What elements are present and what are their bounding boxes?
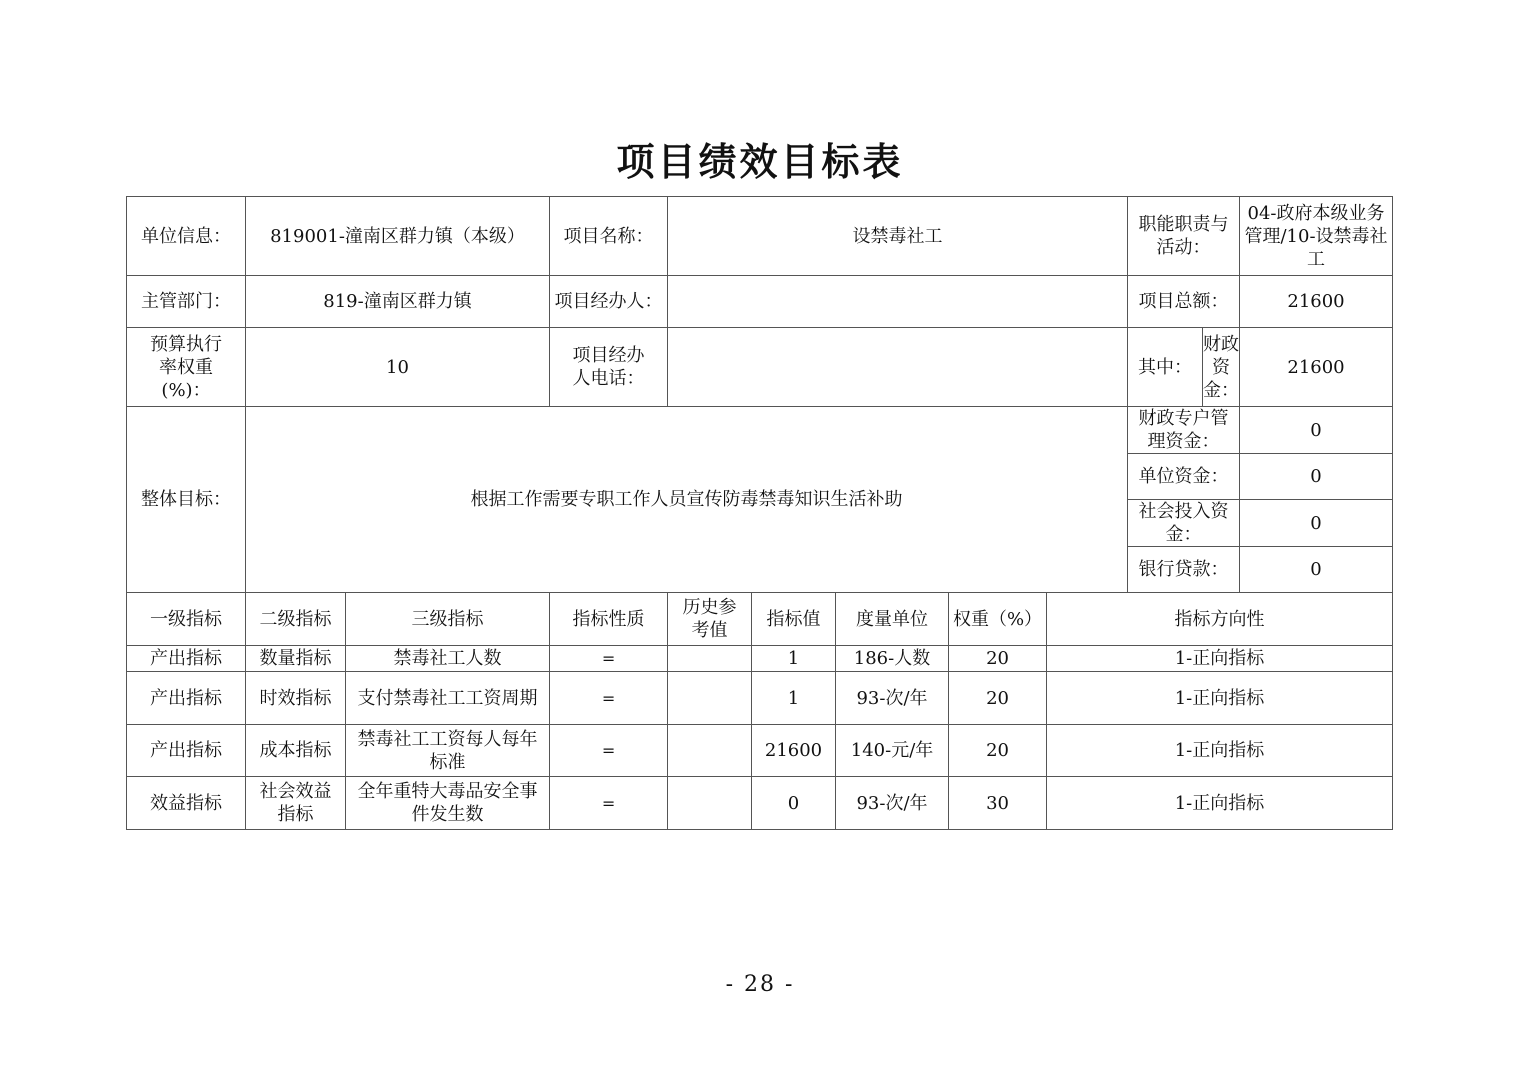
direction-cell: 1-正向指标 — [1047, 725, 1393, 777]
indicator-row — [127, 725, 1393, 777]
fund-value: 0 — [1240, 454, 1393, 500]
dept-value: 819-潼南区群力镇 — [246, 276, 550, 328]
dept-label: 主管部门： — [127, 276, 246, 328]
value-cell: 0 — [752, 777, 836, 830]
fund-value: 0 — [1240, 407, 1393, 454]
indicator-header-row — [127, 593, 1393, 646]
unit-cell: 93-次/年 — [836, 672, 949, 725]
indicator-header: 历史参考值 — [668, 593, 752, 646]
function-value: 04-政府本级业务管理/10-设禁毒社工 — [1240, 197, 1393, 276]
level3-cell: 禁毒社工工资每人每年标准 — [346, 725, 550, 777]
dept-row — [127, 276, 1393, 328]
manager-phone-label: 项目经办人电话： — [550, 328, 668, 407]
level2-cell: 成本指标 — [246, 725, 346, 777]
indicator-header: 二级指标 — [246, 593, 346, 646]
fund-label: 财政专户管理资金： — [1128, 407, 1240, 454]
history-cell — [668, 646, 752, 672]
unit-label: 单位信息： — [127, 197, 246, 276]
unit-value: 819001-潼南区群力镇（本级） — [246, 197, 550, 276]
weight-cell: 20 — [949, 725, 1047, 777]
fiscal-fund-label: 财政资金： — [1203, 333, 1240, 401]
fiscal-fund-cell — [1128, 328, 1240, 407]
value-cell: 21600 — [752, 725, 836, 777]
indicator-header: 指标性质 — [550, 593, 668, 646]
nature-cell: = — [550, 646, 668, 672]
history-cell — [668, 725, 752, 777]
unit-cell: 93-次/年 — [836, 777, 949, 830]
value-cell: 1 — [752, 646, 836, 672]
fund-row — [127, 407, 1393, 454]
nature-cell: = — [550, 777, 668, 830]
indicator-header: 权重（%） — [949, 593, 1047, 646]
indicator-row — [127, 672, 1393, 725]
weight-cell: 20 — [949, 672, 1047, 725]
level3-cell: 支付禁毒社工工资周期 — [346, 672, 550, 725]
history-cell — [668, 777, 752, 830]
indicator-header: 指标值 — [752, 593, 836, 646]
function-label: 职能职责与活动： — [1128, 197, 1240, 276]
performance-table — [126, 196, 1393, 830]
fiscal-fund-value: 21600 — [1240, 328, 1393, 407]
fund-label: 单位资金： — [1128, 454, 1240, 500]
level2-cell: 数量指标 — [246, 646, 346, 672]
direction-cell: 1-正向指标 — [1047, 777, 1393, 830]
exec-rate-value: 10 — [246, 328, 550, 407]
project-name-label: 项目名称： — [550, 197, 668, 276]
level1-cell: 效益指标 — [127, 777, 246, 830]
level1-cell: 产出指标 — [127, 672, 246, 725]
weight-cell: 30 — [949, 777, 1047, 830]
unit-cell: 140-元/年 — [836, 725, 949, 777]
indicator-header: 一级指标 — [127, 593, 246, 646]
exec-rate-label: 预算执行率权重(%)： — [127, 328, 246, 407]
fund-label: 银行贷款： — [1128, 547, 1240, 593]
fund-value: 0 — [1240, 500, 1393, 547]
manager-label: 项目经办人： — [550, 276, 668, 328]
history-cell — [668, 672, 752, 725]
indicator-row — [127, 777, 1393, 830]
level1-cell: 产出指标 — [127, 646, 246, 672]
page-number: - 28 - — [725, 972, 795, 997]
level3-cell: 全年重特大毒品安全事件发生数 — [346, 777, 550, 830]
overall-goal-value: 根据工作需要专职工作人员宣传防毒禁毒知识生活补助 — [246, 407, 1128, 593]
level1-cell: 产出指标 — [127, 725, 246, 777]
project-name-value: 设禁毒社工 — [668, 197, 1128, 276]
unit-cell: 186-人数 — [836, 646, 949, 672]
value-cell: 1 — [752, 672, 836, 725]
level3-cell: 禁毒社工人数 — [346, 646, 550, 672]
level2-cell: 社会效益指标 — [246, 777, 346, 830]
nature-cell: = — [550, 725, 668, 777]
direction-cell: 1-正向指标 — [1047, 646, 1393, 672]
indicator-header: 指标方向性 — [1047, 593, 1393, 646]
fund-value: 0 — [1240, 547, 1393, 593]
indicator-header: 度量单位 — [836, 593, 949, 646]
page-title: 项目绩效目标表 — [616, 139, 904, 184]
of-which-label: 其中： — [1128, 328, 1203, 406]
unit-row — [127, 197, 1393, 276]
manager-phone-value — [668, 328, 1128, 407]
direction-cell: 1-正向指标 — [1047, 672, 1393, 725]
overall-goal-label: 整体目标： — [127, 407, 246, 593]
exec-rate-row — [127, 328, 1393, 407]
weight-cell: 20 — [949, 646, 1047, 672]
indicator-header: 三级指标 — [346, 593, 550, 646]
nature-cell: = — [550, 672, 668, 725]
total-label: 项目总额： — [1128, 276, 1240, 328]
manager-value — [668, 276, 1128, 328]
fund-label: 社会投入资金： — [1128, 500, 1240, 547]
level2-cell: 时效指标 — [246, 672, 346, 725]
indicator-row — [127, 646, 1393, 672]
total-value: 21600 — [1240, 276, 1393, 328]
